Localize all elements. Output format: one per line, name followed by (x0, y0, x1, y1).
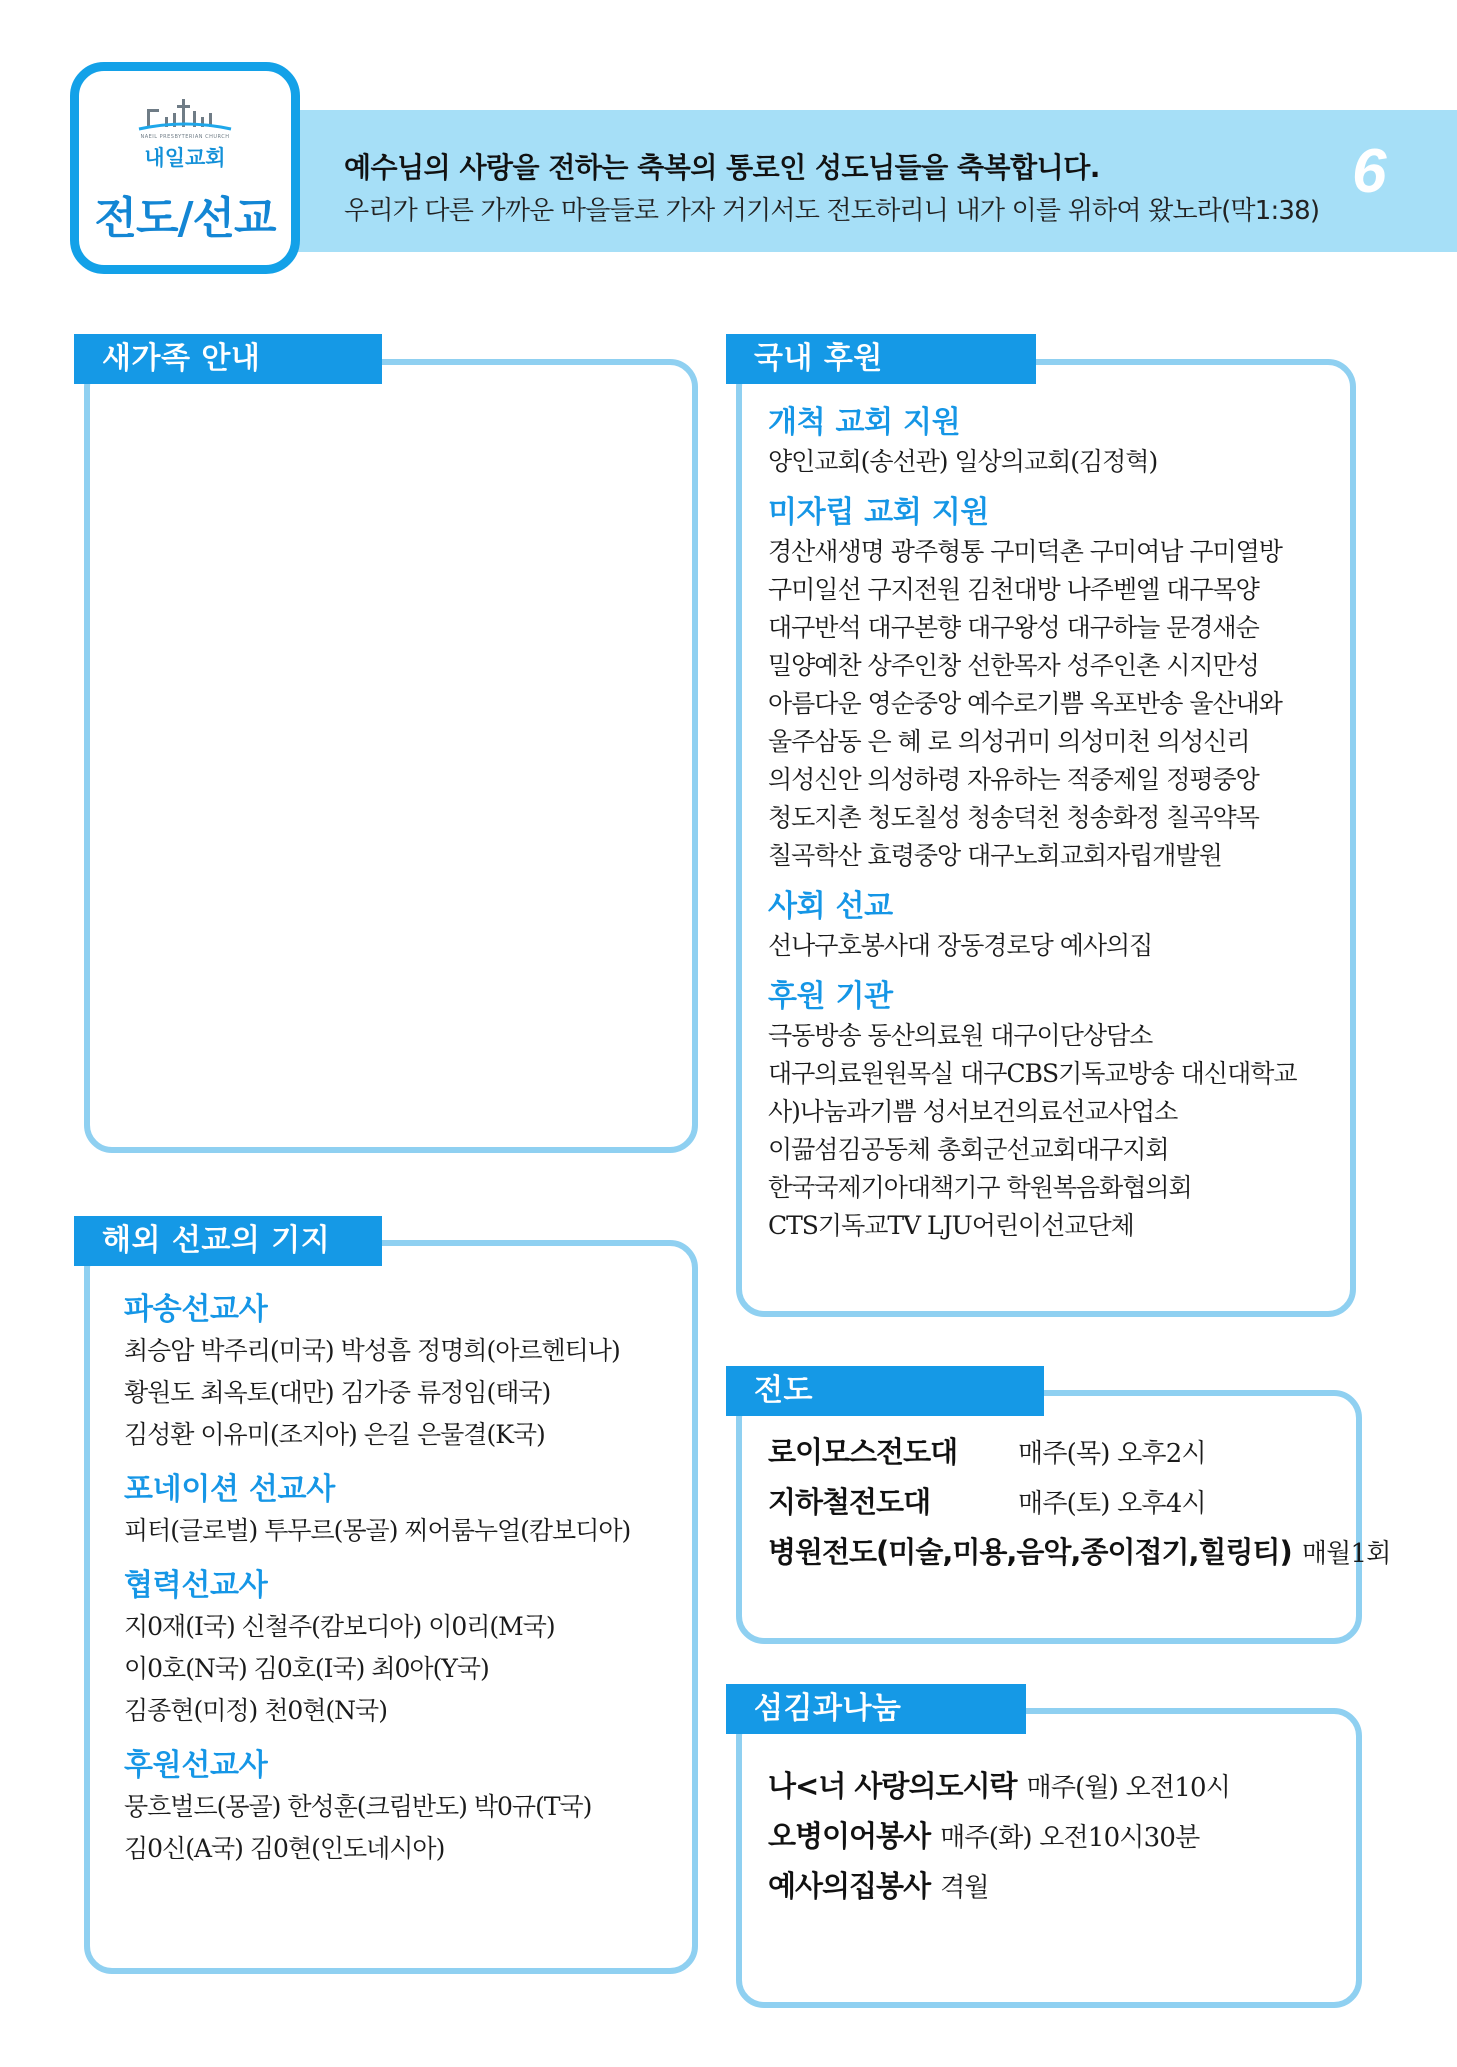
section-block (768, 977, 1297, 1245)
section-line: 사)나눔과기쁨 성서보건의료선교사업소 (768, 1097, 1178, 1126)
banner-verse: 우리가 다른 가까운 마을들로 가자 거기서도 전도하리니 내가 이를 위하여 왔노라(막1:38) (344, 196, 1320, 226)
section-heading: 개척 교회 지원 (768, 405, 961, 440)
section-line: 대구의료원원목실 대구CBS기독교방송 대신대학교 (768, 1059, 1297, 1088)
schedule-label: 예사의집봉사 (768, 1869, 931, 1903)
section-line: 울주삼동 은 혜 로 의성귀미 의성미천 의성신리 (768, 727, 1250, 756)
section-line: 칠곡학산 효령중앙 대구노회교회자립개발원 (768, 841, 1222, 870)
section-heading: 후원선교사 (124, 1748, 268, 1783)
banner-title: 예수님의 사랑을 전하는 축복의 통로인 성도님들을 축복합니다. (344, 151, 1100, 184)
section-heading: 파송선교사 (124, 1292, 268, 1327)
section-line: 밀양예찬 상주인창 선한목자 성주인촌 시지만성 (768, 651, 1259, 680)
section-title: 전도/선교 (94, 193, 276, 244)
page-number: 6 (1352, 137, 1387, 206)
section-heading: 협력선교사 (124, 1568, 268, 1603)
schedule-value: 매주(월) 오전10시 (1026, 1773, 1231, 1803)
section-line: 이0호(N국) 김0호(I국) 최0아(Y국) (124, 1654, 489, 1683)
section-line: 경산새생명 광주형통 구미덕촌 구미여남 구미열방 (768, 537, 1282, 566)
schedule-label: 로이모스전도대 (768, 1435, 958, 1469)
schedule-label: 나<너 사랑의도시락 (768, 1769, 1017, 1803)
section-block (124, 1470, 630, 1552)
section-line: 김0신(A국) 김0현(인도네시아) (124, 1834, 445, 1863)
section-line: 아름다운 영순중앙 예수로기쁨 옥포반송 울산내와 (768, 689, 1282, 718)
logo-subtitle: NAEIL PRESBYTERIAN CHURCH (140, 134, 230, 140)
section-line: 이끎섬김공동체 총회군선교회대구지회 (768, 1135, 1169, 1164)
schedule-value: 매주(화) 오전10시30분 (940, 1823, 1200, 1853)
overseas-tab: 해외 선교의 기지 (74, 1216, 382, 1266)
schedule-row (768, 1814, 1230, 1864)
service-body (768, 1764, 1230, 1914)
section-block (124, 1290, 630, 1456)
section-heading: 사회 선교 (768, 889, 893, 924)
section-heading: 후원 기관 (768, 979, 893, 1014)
section-logo-box (70, 62, 300, 274)
section-block (768, 493, 1297, 875)
logo-name: 내일교회 (144, 146, 226, 170)
section-heading: 미자립 교회 지원 (768, 495, 990, 530)
header-banner (290, 110, 1457, 252)
schedule-row (768, 1764, 1230, 1814)
section-heading: 포네이션 선교사 (124, 1472, 335, 1507)
new-family-panel (84, 359, 698, 1153)
section-line: 대구반석 대구본향 대구왕성 대구하늘 문경새순 (768, 613, 1259, 642)
schedule-label: 지하철전도대 (768, 1485, 931, 1519)
evangelism-body (768, 1430, 1391, 1580)
section-line: 선나구호봉사대 장동경로당 예사의집 (768, 931, 1153, 960)
section-line: 김성환 이유미(조지아) 은길 은물결(K국) (124, 1420, 545, 1449)
section-line: 한국국제기아대책기구 학원복음화협의회 (768, 1173, 1192, 1202)
schedule-row (768, 1480, 1391, 1530)
domestic-body (768, 403, 1297, 1245)
section-block (768, 403, 1297, 481)
new-family-tab: 새가족 안내 (74, 334, 382, 384)
overseas-panel (84, 1240, 698, 1974)
schedule-value: 격월 (940, 1873, 989, 1903)
schedule-label: 병원전도(미술,미용,음악,종이접기,힐링티) (768, 1535, 1292, 1569)
section-line: 지0재(I국) 신철주(캄보디아) 이0리(M국) (124, 1612, 555, 1641)
schedule-row (768, 1864, 1230, 1914)
section-line: CTS기독교TV LJU어린이선교단체 (768, 1211, 1134, 1240)
section-block (768, 887, 1297, 965)
section-line: 구미일선 구지전원 김천대방 나주벧엘 대구목양 (768, 575, 1259, 604)
schedule-label: 오병이어봉사 (768, 1819, 931, 1853)
domestic-tab: 국내 후원 (726, 334, 1036, 384)
section-line: 극동방송 동산의료원 대구이단상담소 (768, 1021, 1153, 1050)
section-line: 뭉흐벌드(몽골) 한성훈(크림반도) 박0규(T국) (124, 1792, 592, 1821)
section-block (124, 1566, 630, 1732)
section-line: 최승암 박주리(미국) 박성흠 정명희(아르헨티나) (124, 1336, 620, 1365)
section-block (124, 1746, 630, 1870)
section-line: 김종현(미정) 천0현(N국) (124, 1696, 387, 1725)
evangelism-tab: 전도 (726, 1366, 1044, 1416)
overseas-body (124, 1290, 630, 1870)
section-line: 황원도 최옥토(대만) 김가중 류정임(태국) (124, 1378, 551, 1407)
church-logo-icon (135, 95, 235, 133)
domestic-panel (736, 359, 1356, 1317)
section-line: 양인교회(송선관) 일상의교회(김정혁) (768, 447, 1158, 476)
section-line: 피터(글로벌) 투무르(몽골) 찌어룸누얼(캄보디아) (124, 1516, 631, 1545)
schedule-value: 매주(목) 오후2시 (1018, 1439, 1206, 1469)
evangelism-panel (736, 1390, 1391, 1644)
section-line: 의성신안 의성하령 자유하는 적중제일 정평중앙 (768, 765, 1259, 794)
section-line: 청도지촌 청도칠성 청송덕천 청송화정 칠곡약목 (768, 803, 1259, 832)
schedule-row (768, 1430, 1391, 1480)
schedule-value: 매주(토) 오후4시 (1018, 1489, 1206, 1519)
service-tab: 섬김과나눔 (726, 1684, 1026, 1734)
schedule-value: 매월1회 (1301, 1539, 1391, 1569)
schedule-row (768, 1530, 1391, 1580)
service-panel (736, 1708, 1362, 2008)
